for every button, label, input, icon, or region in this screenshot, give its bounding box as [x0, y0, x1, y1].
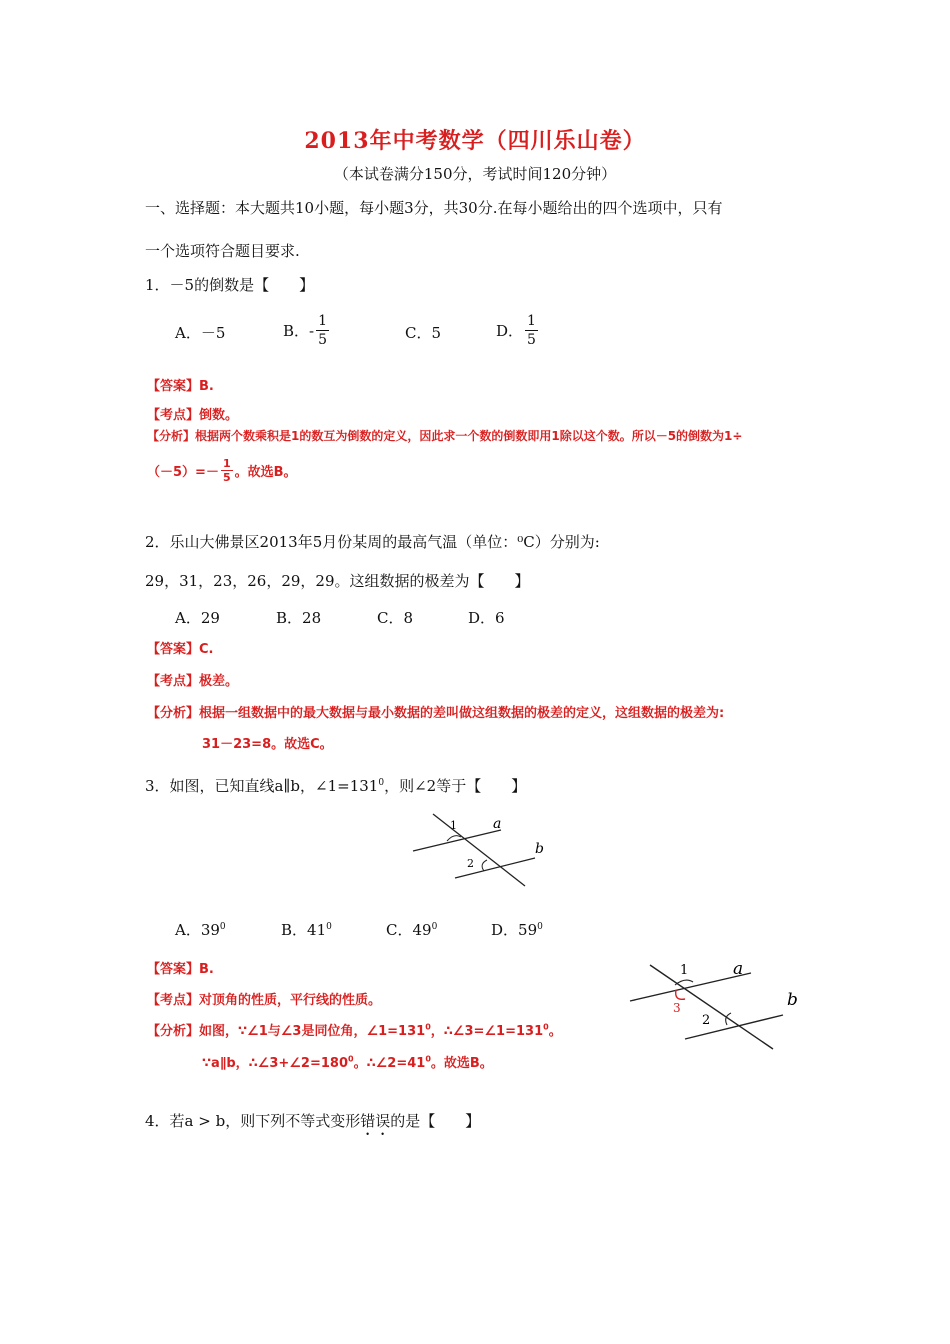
q1-option-d	[496, 312, 540, 349]
q1-analysis-fraction	[221, 457, 233, 484]
q3-option-b-degree: 0	[326, 922, 332, 932]
q1-analysis-denominator: 5	[222, 471, 231, 484]
q3-analysis-line2	[202, 1052, 493, 1071]
q3-stem-prefix: 3．如图，已知直线a∥b，∠1=131	[145, 777, 379, 795]
q1-option-b-prefix: B．-	[283, 322, 315, 340]
q1-option-d-denominator: 5	[527, 332, 536, 348]
q3-option-c-degree: 0	[431, 922, 438, 932]
q1-option-d-fraction	[525, 312, 538, 349]
q3-solution-label-3: 3	[673, 1001, 681, 1015]
exam-info: （本试卷满分150分，考试时间120分钟）	[333, 165, 617, 183]
q1-answer: 【答案】B.	[147, 379, 214, 394]
q3-analysis1-degree-1: 0	[425, 1022, 431, 1032]
q3-analysis1-degree-2: 0	[543, 1022, 549, 1032]
q3-stem	[145, 775, 526, 796]
q2-option-a: A．29	[175, 609, 220, 627]
q3-point: 【考点】对顶角的性质，平行线的性质。	[147, 993, 382, 1008]
q3-analysis2-degree-2: 0	[425, 1054, 431, 1064]
q3-analysis2-prefix: ∵a∥b，∴∠3+∠2=180	[202, 1056, 348, 1071]
q3-option-b-text: B．41	[281, 921, 327, 939]
q3-analysis1-suffix: 。	[548, 1024, 562, 1039]
q3-option-a	[175, 919, 226, 940]
q3-option-c	[386, 919, 437, 940]
q1-analysis-numerator: 1	[222, 457, 231, 470]
q3-solution-label-a: a	[733, 959, 744, 979]
q3-figure	[405, 808, 555, 894]
q2-stem-line1: 2．乐山大佛景区2013年5月份某周的最高气温（单位：⁰C）分别为:	[145, 533, 600, 551]
q3-option-a-text: A．39	[175, 921, 220, 939]
page-title: 2013年中考数学（四川乐山卷）	[304, 128, 646, 154]
section-instruction-line2: 一个选项符合题目要求.	[145, 242, 300, 260]
section-instruction-line1: 一、选择题：本大题共10小题，每小题3分，共30分.在每小题给出的四个选项中，只有	[145, 199, 723, 217]
q3-solution-label-2: 2	[702, 1013, 711, 1028]
q4-stem	[145, 1110, 480, 1139]
q3-analysis1-prefix: 【分析】如图，∵∠1与∠3是同位角，∠1=131	[147, 1024, 426, 1039]
q3-label-1: 1	[450, 819, 457, 832]
q1-option-b-fraction	[316, 312, 329, 349]
q3-analysis2-mid: 。∴∠2=41	[353, 1056, 426, 1071]
q1-option-a: A．－5	[175, 324, 226, 342]
q3-transversal	[433, 814, 525, 886]
q1-point: 【考点】倒数。	[147, 408, 239, 423]
q3-solution-figure	[625, 955, 805, 1055]
q3-option-b	[281, 919, 332, 940]
q3-label-a: a	[493, 816, 502, 832]
q3-solution-transversal	[650, 965, 773, 1049]
q2-option-c: C．8	[377, 609, 414, 627]
q3-option-d-degree: 0	[537, 922, 543, 932]
q2-analysis-line1: 【分析】根据一组数据中的最大数据与最小数据的差叫做这组数据的极差的定义，这组数据的极差为:	[147, 706, 725, 721]
q2-stem-line2: 29，31，23，26，29，29。这组数据的极差为【 】	[145, 572, 530, 590]
q1-option-c: C．5	[405, 324, 442, 342]
q4-stem-mid: ，则下列不等式变形	[225, 1112, 361, 1130]
q3-analysis2-suffix: 。故选B。	[430, 1056, 493, 1071]
q3-analysis-line1	[147, 1020, 562, 1039]
q1-option-d-numerator: 1	[527, 313, 536, 329]
q1-analysis-line1: 【分析】根据两个数乘积是1的数互为倒数的定义，因此求一个数的倒数即用1除以这个数。所以－5的倒数为1÷	[147, 429, 743, 443]
q3-option-d-text: D．59	[491, 921, 538, 939]
q1-option-b-denominator: 5	[318, 332, 328, 348]
q1-option-b	[283, 312, 331, 349]
q4-stem-expression: a > b	[184, 1112, 226, 1130]
q3-option-a-degree: 0	[219, 922, 226, 932]
q3-angle2-arc	[482, 860, 487, 871]
q2-option-d: D．6	[468, 609, 505, 627]
q3-analysis1-mid: ，∴∠3=∠1=131	[430, 1024, 544, 1039]
q4-stem-prefix: 4．若	[145, 1112, 185, 1130]
q2-point: 【考点】极差。	[147, 674, 239, 689]
q2-answer: 【答案】C.	[147, 642, 214, 657]
q3-analysis2-degree-1: 0	[348, 1054, 354, 1064]
q3-stem-suffix: ，则∠2等于【 】	[384, 777, 527, 795]
q3-label-b: b	[535, 841, 544, 857]
q3-solution-label-1: 1	[680, 963, 689, 978]
q1-option-b-numerator: 1	[318, 313, 328, 329]
q1-stem: 1．－5的倒数是【 】	[145, 276, 315, 294]
q1-analysis-line2	[147, 457, 297, 484]
q3-label-2: 2	[467, 857, 474, 870]
q2-option-b: B．28	[276, 609, 322, 627]
q1-option-d-prefix: D．	[496, 322, 524, 340]
q1-analysis-suffix: 。故选B。	[234, 465, 297, 480]
q3-stem-degree: 0	[378, 778, 385, 788]
q2-analysis-line2: 31－23=8。故选C。	[202, 737, 333, 752]
q3-option-c-text: C．49	[386, 921, 432, 939]
q3-solution-label-b: b	[787, 990, 798, 1010]
q4-stem-emphasis: 错误	[360, 1112, 391, 1130]
q1-analysis-prefix: （－5）=－	[147, 465, 219, 480]
q3-answer: 【答案】B.	[147, 962, 214, 977]
q3-solution-line-b	[685, 1015, 783, 1039]
q3-solution-angle3-arc	[676, 990, 685, 999]
q4-stem-suffix: 的是【 】	[390, 1112, 481, 1130]
q3-option-d	[491, 919, 543, 940]
